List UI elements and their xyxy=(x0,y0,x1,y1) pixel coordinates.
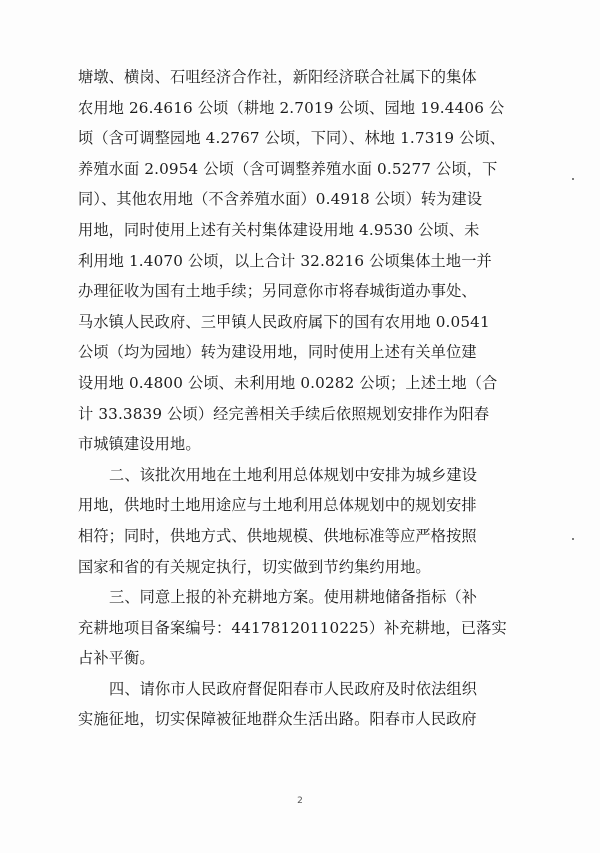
text-line-5: 同）、其他农用地（不含养殖水面）0.4918 公顷）转为建设 xyxy=(78,190,483,209)
text-line-2: 农用地 26.4616 公顷（耕地 2.7019 公顷、园地 19.4406 公 xyxy=(78,98,505,117)
document-body xyxy=(78,62,518,735)
text-line-8: 办理征收为国有土地手续；另同意你市将春城街道办事处、 xyxy=(78,282,477,301)
text-line-1: 塘墩、横岗、石咀经济合作社，新阳经济联合社属下的集体 xyxy=(78,68,477,86)
page-number: 2 xyxy=(297,796,303,806)
text-line-22: 实施征地，切实保障被征地群众生活出路。阳春市人民政府 xyxy=(78,710,477,729)
text-line-3: 顷（含可调整园地 4.2767 公顷，下同）、林地 1.7319 公顷、 xyxy=(78,129,506,148)
text-line-9: 马水镇人民政府、三甲镇人民政府属下的国有农用地 0.0541 xyxy=(78,312,490,331)
paragraph-3-start: 三、同意上报的补充耕地方案。使用耕地储备指标（补 xyxy=(109,588,478,607)
text-line-10: 公顷（均为园地）转为建设用地，同时使用上述有关单位建 xyxy=(78,343,477,362)
text-line-7: 利用地 1.4070 公顷，以上合计 32.8216 公顷集体土地一并 xyxy=(78,251,492,270)
text-line-19: 充耕地项目备案编号：44178120110225）补充耕地，已落实 xyxy=(78,618,507,637)
text-line-16: 相符；同时，供地方式、供地规模、供地标准等应严格按照 xyxy=(78,526,477,545)
text-line-15: 用地，供地时土地用途应与土地利用总体规划中的规划安排 xyxy=(78,496,477,515)
scan-speck xyxy=(572,178,574,180)
text-line-13: 市城镇建设用地。 xyxy=(78,435,201,454)
text-line-6: 用地，同时使用上述有关村集体建设用地 4.9530 公顷、未 xyxy=(78,220,480,239)
scan-speck xyxy=(572,538,574,540)
text-line-12: 计 33.3839 公顷）经完善相关手续后依照规划安排作为阳春 xyxy=(78,404,490,423)
text-line-20: 占补平衡。 xyxy=(78,649,155,668)
paragraph-2-start: 二、该批次用地在土地利用总体规划中安排为城乡建设 xyxy=(109,465,478,484)
text-line-4: 养殖水面 2.0954 公顷（含可调整养殖水面 0.5277 公顷，下 xyxy=(78,159,498,178)
paragraph-4-start: 四、请你市人民政府督促阳春市人民政府及时依法组织 xyxy=(109,679,478,698)
text-line-11: 设用地 0.4800 公顷、未利用地 0.0282 公顷；上述土地（合 xyxy=(78,373,498,392)
text-line-17: 国家和省的有关规定执行，切实做到节约集约用地。 xyxy=(78,557,431,576)
